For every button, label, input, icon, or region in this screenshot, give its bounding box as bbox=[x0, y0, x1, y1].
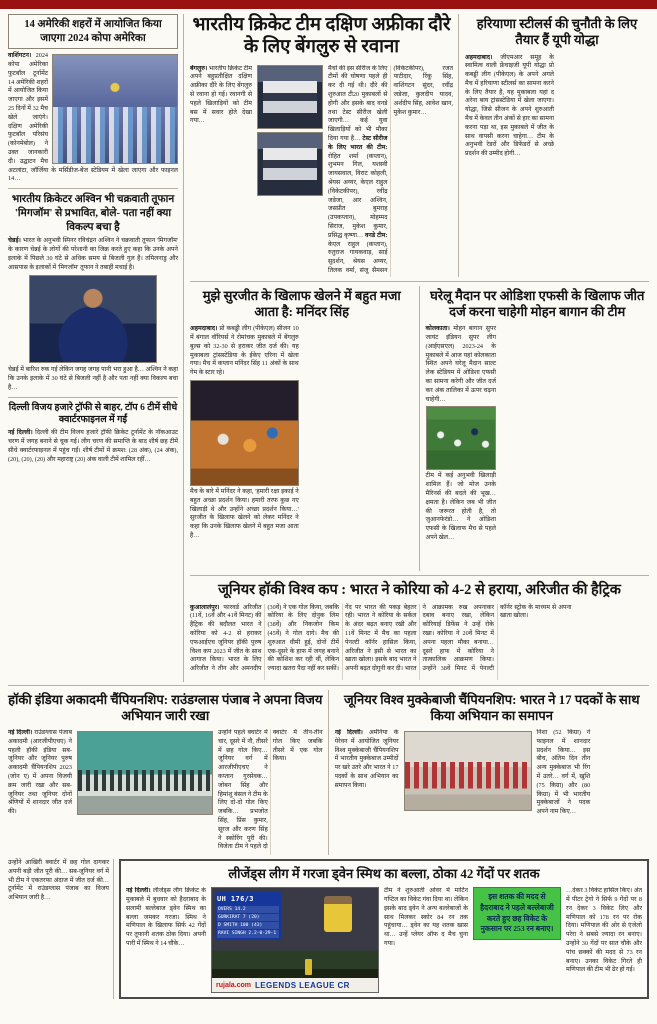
article-hockey-academy bbox=[8, 690, 329, 856]
academy-lead-column bbox=[8, 729, 72, 855]
main-lead-column bbox=[190, 65, 252, 277]
article-junior-boxing bbox=[329, 690, 650, 856]
maninder-text-b: मैच के बारे में मनिंदर ने कहा, 'हमारी रक्षा इकाई ने बहुत अच्छा प्रदर्शन किया। हमारी तरफ कुछ नए खिलाड़ी थे और उन्होंने अच्छा प्रदर्शन किया…' सुरजीत के खिलाफ खेलने को लेकर मनिंदर ने कहा कि उनके खिलाफ खेलने में बहुत मजा आता है… bbox=[190, 487, 299, 539]
article-maninder-singh bbox=[190, 286, 420, 572]
main-dateline: बेंगलुरु। bbox=[190, 64, 208, 72]
bagan-text-b: टीम में कई अनुभवी खिलाड़ी शामिल हैं। जो मोज उनके मैरिनर्स की बदले की भूख… क्षमता है। लेकिन जब भी जीत की जरूरत होती है, तो जुआनफेरंडो… ने ओडिशा एफसी के खिलाफ मैच से पहले अपने खेल… bbox=[425, 472, 496, 541]
copa-dateline: वाशिंगटन। bbox=[8, 52, 32, 60]
center-zone bbox=[184, 14, 649, 682]
newspaper-sports-page bbox=[0, 9, 657, 1024]
boundary-ad-banner bbox=[212, 978, 378, 992]
team-bus-photo-bottom bbox=[257, 132, 323, 196]
bus-shape bbox=[263, 81, 317, 113]
article-up-yoddha bbox=[459, 14, 649, 277]
bagan-text-a: मोहन बागान सुपर जायंट इंडियन सुपर लीग (आईएसएल) 2023-24 के मुकाबले में आज यहां कोलकाता स्थित अपने घरेलू मैदान साल्ट लेक स्टेडियम में ओडिशा एफसी का सामना करेगी और जीत दर्ज कर अंक तालिका में ऊपर चढ़ना चाहेगी… bbox=[425, 325, 497, 403]
legends-text-b: टीम ने शुरुआती ओवर में मार्टिन गप्टिल का विकेट गंवा दिया था। लेकिन इसके बाद ड्वेन ने अन्य बल्लेबाजों के साथ मिलकर स्कोर 84 रन तक पहुंचाया… ड्वेन का यह शतक खास था… उन्हें प्लेयर ऑफ द मैच चुना गया। bbox=[384, 887, 468, 948]
boxing-text-a: अर्मेनिया के येरेवन में आयोजित जूनियर विश्व मुक्केबाजी चैंपियनशिप में भारतीय मुक्केबाज उम्मीदों पर खरे उतरे और भारत ने 17 पदकों के साथ अभियान का समापन किया। bbox=[334, 729, 399, 789]
ashwin-body-bottom bbox=[8, 366, 178, 392]
main-text-b: मैचों की इस सीरीज के लिए टीमों की घोषणा पहले ही कर दी गई थी। दौरे की शुरुआत टी20 मुकाबलों से होगी और इसके बाद वनडे तथा टेस्ट सीरीज खेली जाएगी… कई युवा खिलाड़ियों को भी मौका दिया गया है… bbox=[328, 64, 388, 143]
yoddha-headline: हरियाणा स्टीलर्स की चुनौती के लिए तैयार हैं यूपी योद्धा bbox=[476, 16, 638, 48]
banner-sponsor-text: rujala.com bbox=[216, 981, 252, 989]
boxing-dateline: नई दिल्ली। bbox=[334, 729, 363, 737]
legends-headline: लीजेंड्स लीग में गरजा ड्वेन स्मिथ का बल्ला, ठोका 42 गेंदों पर शतक bbox=[228, 866, 540, 882]
boxing-text-b: निशा (52 किग्रा) ने फाइनल में शानदार प्रदर्शन किया… इस बीच, अंतिम दिन तीन अन्य मुक्केबाज भी रिंग में उतरे… वर्ग में, खुशि (75 किग्रा) और (80 किग्रा) में भी भारतीय मुक्केबाजों ने पदक अपने नाम किए… bbox=[536, 729, 591, 816]
article-mohun-bagan bbox=[420, 286, 650, 572]
ashwin-text-b: चेन्नई में बारिश रुक गई लेकिन जगह जगह पानी भरा हुआ है… अश्विन ने कहा कि उनके इलाके में 30 घंटे से बिजली नहीं है और पता नहीं क्या विकल्प बचा है… bbox=[8, 366, 178, 391]
upper-zone bbox=[8, 14, 649, 682]
article-ashwin-cyclone bbox=[8, 193, 178, 393]
scoreboard-batsman-1: GURKIRAT 7 (20) bbox=[217, 914, 279, 921]
article-junior-hockey-wc bbox=[190, 582, 649, 679]
banner-league-text: LEGENDS LEAGUE CR bbox=[255, 980, 350, 990]
maninder-body bbox=[190, 325, 414, 571]
scoreboard-team-score: UH 176/3 bbox=[217, 895, 254, 904]
academy-dateline: नई दिल्ली। bbox=[8, 729, 33, 737]
article-legends-league bbox=[119, 859, 649, 999]
main-body bbox=[190, 65, 453, 277]
main-headline: भारतीय क्रिकेट टीम दक्षिण अफ्रीका दौरे के लिए बेंगलुरु से रवाना bbox=[192, 15, 451, 57]
legends-text-a: लीजेंड्स लीग क्रिकेट के मुकाबले में बुधवार को हैदराबाद के सलामी बल्लेबाज ड्वेन स्मिथ का बल्ला जमकर गरजा। स्मिथ ने मणिपाल के खिलाफ सिर्फ 42 गेंदों पर तूफानी शतक ठोक दिया। अपनी पारी में स्मिथ ने 14 चौके… bbox=[126, 887, 206, 948]
delhi-text: दिल्ली की टीम विजय हजारे ट्रॉफी क्रिकेट टूर्नामेंट के नॉकआउट चरण में जगह बनाने से चूक गई। लीग चरण की समाप्ति के बाद शीर्ष छह टीमें सीधे क्वार्टरफाइनल में पहुंच गईं। शीर्ष टीमों में क्रमश: (28 अंक), (24 अंक), (20), (20), (20) और महाराष्ट्र (20) अंक वाली टीमें शामिल रहीं… bbox=[8, 429, 179, 463]
jr-hockey-body bbox=[190, 604, 649, 680]
yoddha-body bbox=[465, 54, 649, 268]
academy-cont-text: उन्होंने आखिरी क्वार्टर में छह गोल दागकर अपनी बड़ी जीत पूरी की… सब-जूनियर वर्ग में भी टीम ने एकतरफा अंदाज में जीत दर्ज की… टूर्नामेंट में राउंडग्लास पंजाब का विजय अभियान जारी है… bbox=[8, 859, 109, 902]
delhi-headline: दिल्ली विजय हजारे ट्रॉफी से बाहर, टॉप 6 टीमें सीधे क्वार्टरफाइनल में गईं bbox=[8, 402, 178, 426]
top-row bbox=[190, 14, 649, 282]
divider bbox=[8, 397, 178, 398]
junior-hockey-row bbox=[190, 576, 649, 681]
test-squad-label: टेस्ट सीरीज के लिए भारत की टीम: bbox=[328, 135, 388, 151]
scoreboard-batsman-2: D SMITH 100 (43) bbox=[217, 922, 279, 929]
academy-continuation-columns bbox=[218, 729, 323, 855]
tv-broadcast-screenshot bbox=[211, 887, 379, 993]
ashwin-dateline: चेन्नई। bbox=[8, 237, 21, 245]
legends-dateline: नई दिल्ली। bbox=[126, 887, 151, 895]
masthead-color-bar bbox=[0, 0, 657, 9]
odi-squad-label: वनडे टीम: bbox=[364, 231, 388, 239]
main-continuation-columns bbox=[328, 65, 453, 277]
tv-scoreboard bbox=[215, 892, 281, 939]
legends-text-c: …देकर 3 विकेट हासिल किए। अंत में पीटर ट्रेगो ने सिर्फ 9 गेंदों पर 8 रन देकर 3 विकेट लिए और मणिपाल को 178 रन पर रोक दिया। मणिपाल की ओर से एंजेलो परेरा ने सबसे ज्यादा रन बनाए। उन्होंने 30 गेंदों पर सात चौके और पांच छक्कों की मदद से 73 रन बनाए। उनका विकेट गिरते ही मणिपाल की टीम भी ढेर हो गई। bbox=[566, 887, 642, 974]
legends-highlight-column bbox=[473, 887, 561, 993]
jr-hockey-dateline: कुआलालंपुर। bbox=[190, 603, 220, 611]
article-team-departure bbox=[190, 14, 459, 277]
legends-body bbox=[126, 887, 642, 993]
boxing-continuation-columns bbox=[537, 729, 650, 855]
football-training-photo bbox=[426, 406, 497, 470]
bagan-dateline: कोलकाता। bbox=[425, 325, 450, 333]
ashwin-headline: भारतीय क्रिकेटर अश्विन भी चक्रवाती तूफान 'मिगजॉम' से प्रभावित, बोले- पता नहीं क्या विकल्प बचा है bbox=[11, 194, 175, 233]
boxing-lead-column bbox=[335, 729, 399, 855]
batsman-on-field bbox=[305, 959, 312, 975]
article-delhi-vijay-hazare bbox=[8, 402, 178, 465]
divider bbox=[8, 188, 178, 189]
maninder-headline: मुझे सुरजीत के खिलाफ खेलने में बहुत मजा आता है: मनिंदर सिंह bbox=[202, 287, 401, 319]
copa-text: 2024 कोपा अमेरिका फुटबॉल टूर्नामेंट 14 अमेरिकी शहरों में आयोजित किया जाएगा और इसमें 25 दिनों में 32 मैच खेले जाएंगे। दक्षिण अमेरिकी फुटबॉल परिसंघ (कोनमेबोल) ने उक्त जानकारी दी। उद्घाटन मैच अटलांटा, जॉर्जिया के मर्सिडीज-बेंज स्टेडियम में खेला जाएगा और फाइनल 14… bbox=[8, 52, 178, 183]
batsman-on-screen bbox=[324, 896, 352, 932]
yoddha-text: जीएमआर समूह के स्वामित्व वाली फ्रेंचाइजी यूपी योद्धा प्रो कबड्डी लीग (पीकेएल) के अपने अगले मैच में हरियाणा स्टीलर्स का सामना करने के लिए तैयार है, यह मुकाबला यहां द अरेना बाय ट्रांसस्टेडिया में खेला जाएगा। योद्धा, जिसे सीजन के अपने शुरुआती मैच में केवल तीन अंकों से हार का सामना करना पड़ा था, इस मुकाबले में जीत के साथ वापसी करना चाहेगा… टीम के अनुभवी रेडरों और डिफेंडरों से अच्छे प्रदर्शन की उम्मीद होगी… bbox=[465, 53, 554, 158]
team-bus-photo-top bbox=[257, 65, 323, 129]
bottom-strip bbox=[8, 859, 649, 999]
academy-continuation-column bbox=[8, 859, 114, 999]
delhi-dateline: नई दिल्ली। bbox=[8, 429, 33, 437]
jr-hockey-headline: जूनियर हॉकी विश्व कप : भारत ने कोरिया को 4-2 से हराया, अरिजीत की हैट्रिक bbox=[218, 582, 621, 599]
bus-shape bbox=[263, 148, 317, 180]
yoddha-dateline: अहमदाबाद। bbox=[465, 53, 493, 61]
scoreboard-overs: OVERS 14.2 bbox=[217, 906, 279, 913]
kabaddi-match-photo bbox=[190, 380, 299, 486]
maninder-text-a: प्रो कबड्डी लीग (पीकेएल) सीजन 10 में बंगाल वॉरियर्स ने रोमांचक मुकाबले में बेंगलुरु बुल्स को 32-30 से हराकर जीत दर्ज की। यह मुकाबला ट्रांसस्टेडिया के ईकेए एरिना में खेला गया। मैच में कप्तान मनिंदर सिंह 11 अंकों के साथ गेम के स्टार रहे। bbox=[190, 325, 299, 377]
odi-squad-list: केएल राहुल (कप्तान), रुतुराज गायकवाड़, साई सुदर्शन, श्रेयस अय्यर, तिलक वर्मा, संजू सैमसन (विकेटकीपर), रजत पाटीदार, रिंकू सिंह, वाशिंगटन सुंदर, रवींद्र जडेजा, कुलदीप यादव, अर्शदीप सिंह, आवेश खान, मुकेश कुमार… bbox=[328, 64, 453, 274]
main-lead-text: भारतीय क्रिकेट टीम अपने बहुप्रतीक्षित दक्षिण अफ्रीका दौरे के लिए बेंगलुरु से रवाना हो गई। रवानगी से पहले खिलाड़ियों को टीम बस में सवार होते देखा गया… bbox=[190, 64, 252, 125]
copa-body bbox=[8, 52, 178, 184]
academy-text-a: राउंडग्लास पंजाब अकादमी (आरजीपीएचए) ने पहली हॉकी इंडिया सब-जूनियर और जूनियर पुरुष अकादमी चैंपियनशिप 2023 (जोन ए) में अपना विजयी क्रम जारी रखा और सब-जूनियर तथा जूनियर दोनों श्रेणियों में शानदार जीत दर्ज की। bbox=[8, 729, 72, 816]
team-bus-photos bbox=[257, 65, 323, 277]
legends-last-column bbox=[566, 887, 642, 993]
delhi-body bbox=[8, 429, 178, 464]
academy-body bbox=[8, 729, 323, 855]
jr-hockey-text: फारवर्ड अरिजीत (11वें, 16वें और 41वें मिनट) की हैट्रिक की बदौलत भारत ने कोरिया को 4-2 से हराकर एफआईएच जूनियर हॉकी पुरुष विश्व कप 2023 में जीत के साथ आगाज किया। भारत के लिए अरिजीत ने तीन और अमनदीप (30वें) ने एक गोल किया, जबकि कोरिया के लिए दोनुक लिम (38वें) और निकजोन किम (45वें) ने गोल दागे। मैच की शुरुआत धीमी हुई, दोनों टीमें एक-दूसरे के हाफ में जगह बनाने की कोशिश कर रही थीं, लेकिन ज्यादा खतरा पैदा नहीं कर सकीं। गेंद पर भारत की पकड़ बेहतर रही। भारत ने कोरिया के सर्कल के अंदर बढ़त बनाए रखी और 11वें मिनट में मैच का पहला पेनल्टी कॉर्नर हासिल किया, अरिजीत ने इसी से भारत का खाता खोला। इसके बाद भारत ने अपनी बढ़त दोगुनी कर दी। भारत ने आक्रामक रुख अपनाकर दबाव बनाए रखा, लेकिन कोरियाई डिफेंस ने उन्हें रोके रखा। कोरिया ने 20वें मिनट में अपना पहला मौका बनाया… दूसरे हाफ में कोरिया ने तात्कालिक आक्रमण किया। उन्होंने 38वें मिनट में पेनल्टी कॉर्नर स्ट्रोक के माध्यम से अपना खाता खोला। bbox=[190, 603, 572, 673]
ashwin-body-top bbox=[8, 237, 178, 272]
academy-text-b: उन्होंने पहले क्वार्टर में चार, दूसरे में नौ, तीसरे में छह गोल किए… जूनियर वर्ग में आरजीपीएचए ने कप्तान गुरसेवक… जोबन सिंह और हिमांशु बंसल ने टीम के लिए दो-दो गोल किए जबकि… प्रभजोत सिंह, प्रिंस कुमार, सूरज और करण सिंह ने स्कोरिंग पूरी की। विजेता टीम ने पहले दो क्वार्टर में तीन-तीन गोल किए जबकि तीसरे में एक गोल किया। bbox=[218, 729, 323, 851]
legends-middle-column bbox=[384, 887, 468, 993]
ashwin-text-a: भारत के अनुभवी स्पिनर रविचंद्रन अश्विन ने चक्रवाती तूफान 'मिगजॉम' के कारण चेन्नई के लोगों की परेशानी का जिक्र करते हुए कहा कि उनके अपने इलाके में पिछले 30 घंटे से अधिक समय से बिजली गुल है। तमिलनाडु और आसपास के इलाकों में 'मिगजॉम' तूफान ने तबाही मचाई है। bbox=[8, 237, 178, 271]
boxing-headline: जूनियर विश्व मुक्केबाजी चैंपियनशिप: भारत ने 17 पदकों के साथ किया अभियान का समापन bbox=[343, 691, 640, 723]
copa-headline: 14 अमेरिकी शहरों में आयोजित किया जाएगा 2024 कोपा अमेरिका bbox=[8, 14, 178, 49]
article-copa-america bbox=[8, 14, 178, 184]
middle-row bbox=[190, 282, 649, 577]
boxing-body bbox=[335, 729, 650, 855]
maninder-dateline: अहमदाबाद। bbox=[190, 325, 218, 333]
bagan-body bbox=[426, 325, 650, 571]
ashwin-portrait-photo bbox=[29, 275, 157, 363]
bagan-headline: घरेलू मैदान पर ओडिशा एफसी के खिलाफ जीत दर्ज करना चाहेगी मोहन बागान की टीम bbox=[430, 287, 645, 319]
hockey-team-group-photo bbox=[77, 731, 213, 815]
test-squad-list: रोहित शर्मा (कप्तान), शुभमन गिल, यशस्वी जायसवाल, विराट कोहली, श्रेयस अय्यर, केएल राहुल (विकेटकीपर), रवींद्र जडेजा, आर अश्विन, जसप्रीत बुमराह (उपकप्तान), मोहम्मद सिराज, मुकेश कुमार, प्रसिद्ध कृष्णा… bbox=[328, 152, 388, 239]
academy-headline: हॉकी इंडिया अकादमी चैंपियनशिप: राउंडग्लास पंजाब ने अपना विजय अभियान जारी रखा bbox=[8, 691, 323, 723]
scoreboard-bowler: RAVI SINGH 2.2-0-29-1 bbox=[217, 930, 279, 937]
score-highlight-box: इस शतक की मदद से हैदराबाद ने पहले बल्लेबाजी करते हुए छह विकेट के नुकसान पर 253 रन बनाए। bbox=[473, 887, 561, 940]
boxing-team-group-photo bbox=[404, 731, 532, 811]
left-column bbox=[8, 14, 184, 682]
legends-lead-column bbox=[126, 887, 206, 993]
bottom-band bbox=[8, 685, 649, 856]
copa-america-trophy-celebration-photo bbox=[52, 54, 178, 164]
